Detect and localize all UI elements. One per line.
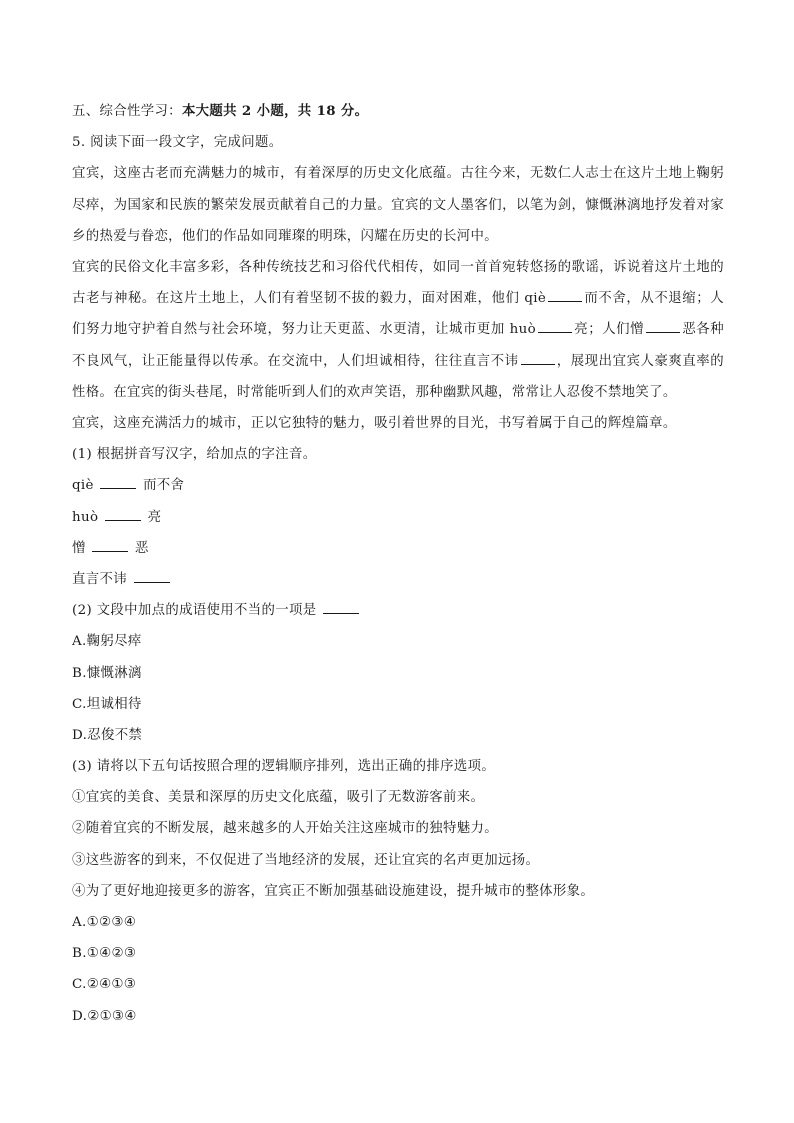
fill-blank[interactable] [646, 318, 680, 333]
sub1-item-after: 恶 [134, 540, 149, 556]
question-header: 5. 阅读下面一段文字，完成问题。 [72, 135, 283, 151]
ordering-sentence: ①宜宾的美食、美景和深厚的历史文化底蕴，吸引了无数游客前来。 [72, 790, 485, 806]
option-a[interactable]: A.鞠躬尽瘁 [72, 634, 142, 650]
answer-blank[interactable] [323, 599, 359, 614]
sub1-item [72, 502, 724, 533]
section-title-prefix: 五、综合性学习： [72, 104, 182, 119]
fill-blank[interactable] [538, 318, 572, 333]
fill-blank[interactable] [548, 287, 582, 302]
answer-blank[interactable] [105, 506, 141, 521]
sub1-item-before: 直言不讳 [72, 571, 127, 587]
sub1-item-after: 亮 [147, 509, 162, 525]
ordering-sentence: ④为了更好地迎接更多的游客，宜宾正不断加强基础设施建设，提升城市的整体形象。 [72, 883, 595, 899]
sub1-item-before: huò [72, 509, 99, 525]
sub-question-3-prompt: (3) 请将以下五句话按照合理的逻辑顺序排列，选出正确的排序选项。 [72, 759, 496, 775]
fill-blank[interactable] [521, 350, 555, 365]
option-d[interactable]: D.忍俊不禁 [72, 727, 143, 743]
option-c[interactable]: C.坦诚相待 [72, 696, 142, 712]
sub-question-1-prompt: (1) 根据拼音写汉字，给加点的字注音。 [72, 447, 317, 463]
option-a[interactable]: A.①②③④ [72, 915, 137, 931]
passage-paragraph-1: 宜宾，这座古老而充满魅力的城市，有着深厚的历史文化底蕴。古往今来，无数仁人志士在这片土地上鞠躬尽瘁，为国家和民族的繁荣发展贡献着自己的力量。宜宾的文人墨客们，以笔为剑，慷慨淋漓地抒发着对家乡的热爱与眷恋，他们的作品如同璀璨的明珠，闪耀在历史的长河中。 [72, 166, 724, 244]
document-page [72, 96, 724, 1032]
option-b[interactable]: B.慷慨淋漓 [72, 665, 142, 681]
passage-text: 而不舍，从不退缩；人们努力地守护着自然与社会环境，努力让天更蓝、水更清，让城市更加 huò [72, 291, 724, 338]
sub1-item [72, 533, 724, 564]
answer-blank[interactable] [100, 474, 136, 489]
passage-paragraph-3: 宜宾，这座充满活力的城市，正以它独特的魅力，吸引着世界的目光，书写着属于自己的辉煌篇章。 [72, 416, 677, 431]
passage-text: 宜宾的民俗文化丰富多彩，各种传统技艺和习俗代代相传，如同一首首宛转悠扬的歌谣，诉说着这片土地的古老与神秘。在这片土地上，人们有着坚韧不拔的毅力，面对困难，他们 qiè [72, 259, 724, 307]
sub1-item [72, 470, 724, 501]
passage-text: ，展现出宜宾人豪爽直率的性格。在宜宾的街头巷尾，时常能听到人们的欢声笑语，那种幽默风趣，常常让人忍俊不禁地笑了。 [72, 353, 724, 400]
sub-question-2-prompt [72, 595, 724, 626]
passage-paragraph-2 [72, 252, 724, 408]
option-b[interactable]: B.①④②③ [72, 946, 137, 962]
sub1-item-before: qiè [72, 478, 94, 494]
sub1-item-after: 而不舍 [143, 478, 185, 494]
option-c[interactable]: C.②④①③ [72, 977, 137, 993]
answer-blank[interactable] [134, 568, 170, 583]
section-title-bold: 本大题共 2 小题，共 18 分。 [181, 103, 369, 119]
sub2-prompt-text: (2) 文段中加点的成语使用不当的一项是 [72, 603, 317, 619]
ordering-sentence: ②随着宜宾的不断发展，越来越多的人开始关注这座城市的独特魅力。 [72, 821, 498, 837]
section-title [72, 96, 724, 127]
option-d[interactable]: D.②①③④ [72, 1008, 137, 1024]
sub1-item [72, 564, 724, 595]
passage-text: 恶各种不良风气，让正能量得以传承。在交流中，人们坦诚相待，往往直言不讳 [72, 322, 724, 369]
ordering-sentence: ③这些游客的到来，不仅促进了当地经济的发展，还让宜宾的名声更加远扬。 [72, 852, 540, 868]
sub1-item-before: 憎 [72, 540, 86, 556]
passage-text: 亮；人们憎 [574, 322, 645, 338]
answer-blank[interactable] [92, 537, 128, 552]
